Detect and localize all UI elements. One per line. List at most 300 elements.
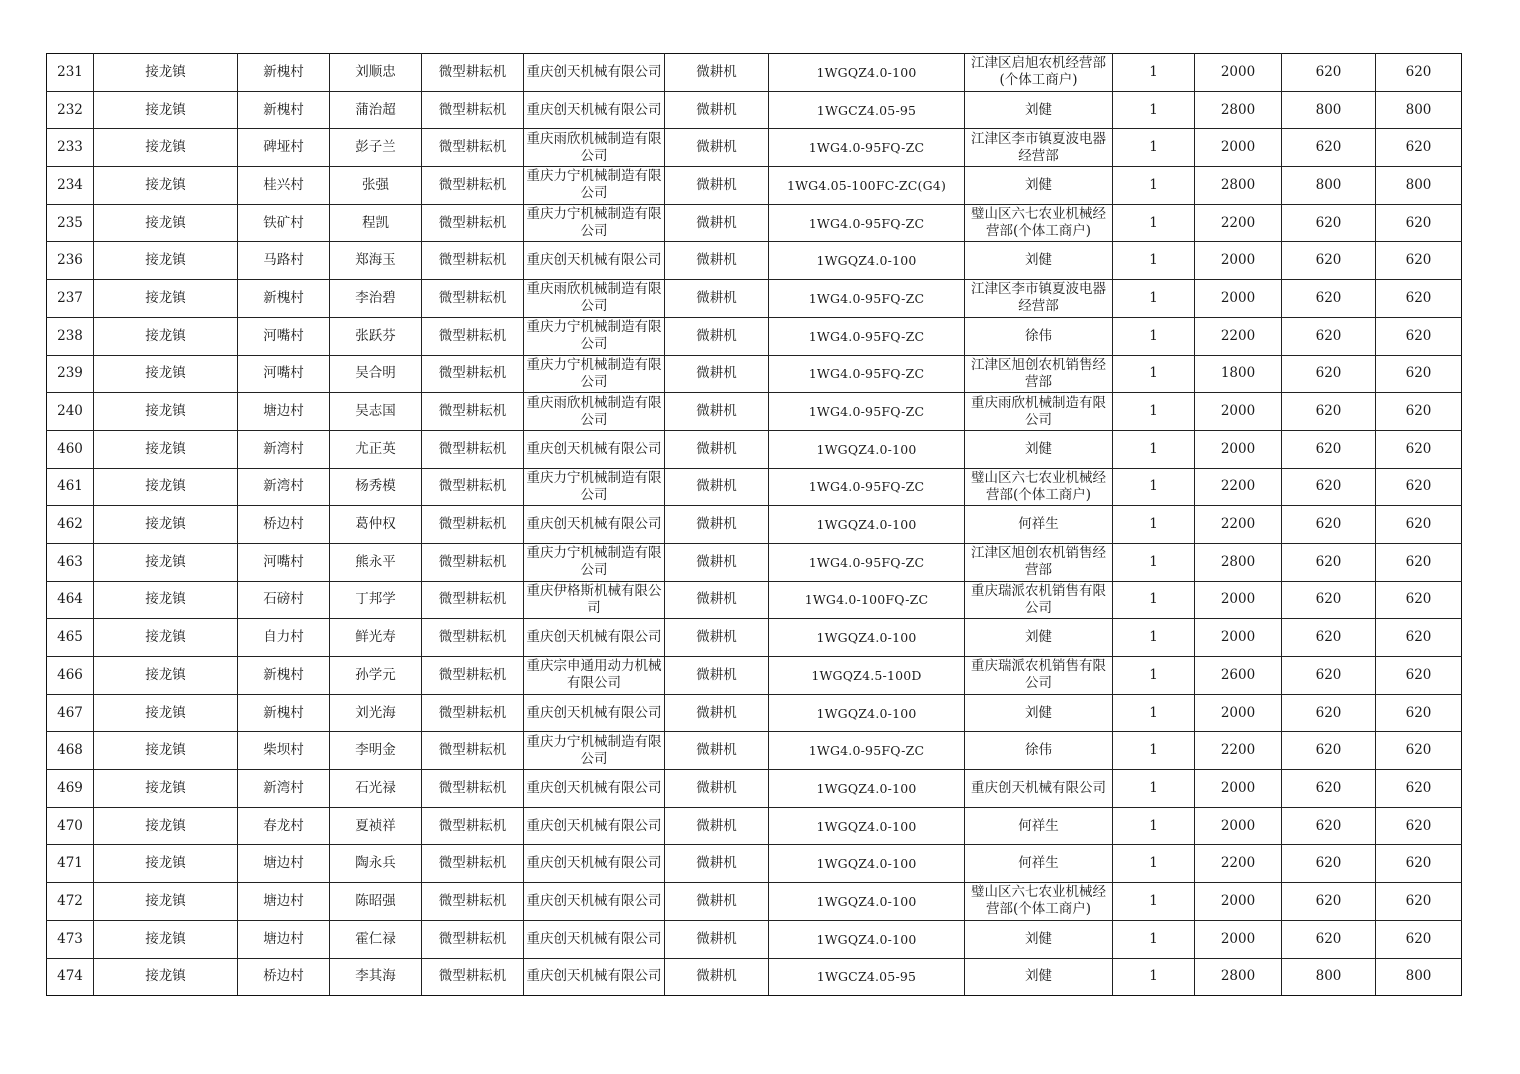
town-cell: 接龙镇 [94, 54, 238, 92]
farmer-name-cell: 程凯 [330, 204, 422, 242]
table-row [47, 619, 1462, 657]
sale-price-cell: 2000 [1195, 129, 1282, 167]
model-number-cell: 1WGQZ4.0-100 [769, 506, 965, 544]
machine-type-cell: 微耕机 [665, 280, 769, 318]
subsidy-amount-cell: 620 [1282, 920, 1376, 958]
farmer-name-cell: 张跃芬 [330, 317, 422, 355]
manufacturer-cell: 重庆伊格斯机械有限公司 [524, 581, 665, 619]
town-cell: 接龙镇 [94, 883, 238, 921]
machine-type-cell: 微耕机 [665, 694, 769, 732]
sale-price-cell: 2800 [1195, 167, 1282, 205]
model-number-cell: 1WG4.0-95FQ-ZC [769, 317, 965, 355]
sale-price-cell: 2800 [1195, 958, 1282, 996]
machine-type-cell: 微耕机 [665, 732, 769, 770]
manufacturer-cell: 重庆力宁机械制造有限公司 [524, 167, 665, 205]
dealer-cell: 江津区旭创农机销售经营部 [965, 543, 1113, 581]
table-row [47, 91, 1462, 129]
manufacturer-cell: 重庆雨欣机械制造有限公司 [524, 393, 665, 431]
total-subsidy-cell: 800 [1376, 958, 1462, 996]
subsidy-amount-cell: 620 [1282, 355, 1376, 393]
quantity-cell: 1 [1113, 204, 1195, 242]
village-cell: 河嘴村 [238, 543, 330, 581]
machine-category-cell: 微型耕耘机 [422, 807, 524, 845]
sale-price-cell: 2000 [1195, 242, 1282, 280]
machine-category-cell: 微型耕耘机 [422, 280, 524, 318]
farmer-name-cell: 石光禄 [330, 770, 422, 808]
model-number-cell: 1WG4.0-95FQ-ZC [769, 543, 965, 581]
village-cell: 塘边村 [238, 393, 330, 431]
village-cell: 桥边村 [238, 958, 330, 996]
machine-type-cell: 微耕机 [665, 581, 769, 619]
subsidy-amount-cell: 620 [1282, 506, 1376, 544]
total-subsidy-cell: 620 [1376, 355, 1462, 393]
farmer-name-cell: 蒲治超 [330, 91, 422, 129]
quantity-cell: 1 [1113, 167, 1195, 205]
row-number-cell: 240 [47, 393, 94, 431]
sale-price-cell: 2000 [1195, 694, 1282, 732]
town-cell: 接龙镇 [94, 920, 238, 958]
machine-category-cell: 微型耕耘机 [422, 506, 524, 544]
dealer-cell: 江津区李市镇夏波电器经营部 [965, 280, 1113, 318]
machine-category-cell: 微型耕耘机 [422, 732, 524, 770]
sale-price-cell: 2200 [1195, 468, 1282, 506]
manufacturer-cell: 重庆创天机械有限公司 [524, 883, 665, 921]
total-subsidy-cell: 620 [1376, 543, 1462, 581]
model-number-cell: 1WGQZ4.0-100 [769, 430, 965, 468]
subsidy-amount-cell: 620 [1282, 468, 1376, 506]
dealer-cell: 刘健 [965, 167, 1113, 205]
total-subsidy-cell: 800 [1376, 167, 1462, 205]
machine-category-cell: 微型耕耘机 [422, 204, 524, 242]
sale-price-cell: 2000 [1195, 393, 1282, 431]
manufacturer-cell: 重庆创天机械有限公司 [524, 91, 665, 129]
farmer-name-cell: 孙学元 [330, 657, 422, 695]
machine-type-cell: 微耕机 [665, 167, 769, 205]
total-subsidy-cell: 620 [1376, 506, 1462, 544]
machine-type-cell: 微耕机 [665, 91, 769, 129]
table-row [47, 543, 1462, 581]
total-subsidy-cell: 620 [1376, 920, 1462, 958]
table-row [47, 167, 1462, 205]
table-row [47, 883, 1462, 921]
machine-type-cell: 微耕机 [665, 468, 769, 506]
quantity-cell: 1 [1113, 91, 1195, 129]
subsidy-amount-cell: 800 [1282, 167, 1376, 205]
machine-category-cell: 微型耕耘机 [422, 619, 524, 657]
total-subsidy-cell: 620 [1376, 468, 1462, 506]
quantity-cell: 1 [1113, 54, 1195, 92]
town-cell: 接龙镇 [94, 657, 238, 695]
machine-category-cell: 微型耕耘机 [422, 958, 524, 996]
quantity-cell: 1 [1113, 807, 1195, 845]
table-row [47, 732, 1462, 770]
farmer-name-cell: 鲜光寿 [330, 619, 422, 657]
subsidy-amount-cell: 800 [1282, 958, 1376, 996]
total-subsidy-cell: 620 [1376, 430, 1462, 468]
farmer-name-cell: 陶永兵 [330, 845, 422, 883]
village-cell: 马路村 [238, 242, 330, 280]
sale-price-cell: 2800 [1195, 543, 1282, 581]
quantity-cell: 1 [1113, 883, 1195, 921]
sale-price-cell: 2200 [1195, 845, 1282, 883]
table-row [47, 657, 1462, 695]
model-number-cell: 1WG4.0-95FQ-ZC [769, 280, 965, 318]
manufacturer-cell: 重庆力宁机械制造有限公司 [524, 543, 665, 581]
machine-type-cell: 微耕机 [665, 430, 769, 468]
dealer-cell: 重庆瑞派农机销售有限公司 [965, 657, 1113, 695]
village-cell: 新湾村 [238, 770, 330, 808]
subsidy-amount-cell: 620 [1282, 204, 1376, 242]
dealer-cell: 徐伟 [965, 732, 1113, 770]
town-cell: 接龙镇 [94, 129, 238, 167]
quantity-cell: 1 [1113, 242, 1195, 280]
subsidy-table [46, 53, 1462, 996]
machine-type-cell: 微耕机 [665, 242, 769, 280]
manufacturer-cell: 重庆创天机械有限公司 [524, 242, 665, 280]
village-cell: 塘边村 [238, 845, 330, 883]
machine-type-cell: 微耕机 [665, 393, 769, 431]
dealer-cell: 刘健 [965, 920, 1113, 958]
village-cell: 新槐村 [238, 657, 330, 695]
row-number-cell: 238 [47, 317, 94, 355]
quantity-cell: 1 [1113, 506, 1195, 544]
town-cell: 接龙镇 [94, 958, 238, 996]
table-row [47, 393, 1462, 431]
row-number-cell: 236 [47, 242, 94, 280]
quantity-cell: 1 [1113, 430, 1195, 468]
row-number-cell: 463 [47, 543, 94, 581]
model-number-cell: 1WGQZ4.0-100 [769, 619, 965, 657]
row-number-cell: 235 [47, 204, 94, 242]
machine-type-cell: 微耕机 [665, 845, 769, 883]
manufacturer-cell: 重庆创天机械有限公司 [524, 958, 665, 996]
total-subsidy-cell: 620 [1376, 317, 1462, 355]
table-row [47, 355, 1462, 393]
sale-price-cell: 2000 [1195, 430, 1282, 468]
sale-price-cell: 2800 [1195, 91, 1282, 129]
town-cell: 接龙镇 [94, 807, 238, 845]
machine-type-cell: 微耕机 [665, 506, 769, 544]
quantity-cell: 1 [1113, 770, 1195, 808]
farmer-name-cell: 杨秀模 [330, 468, 422, 506]
machine-category-cell: 微型耕耘机 [422, 91, 524, 129]
total-subsidy-cell: 620 [1376, 280, 1462, 318]
machine-category-cell: 微型耕耘机 [422, 355, 524, 393]
row-number-cell: 234 [47, 167, 94, 205]
manufacturer-cell: 重庆雨欣机械制造有限公司 [524, 129, 665, 167]
model-number-cell: 1WGQZ4.5-100D [769, 657, 965, 695]
model-number-cell: 1WGQZ4.0-100 [769, 883, 965, 921]
row-number-cell: 231 [47, 54, 94, 92]
dealer-cell: 江津区李市镇夏波电器经营部 [965, 129, 1113, 167]
town-cell: 接龙镇 [94, 770, 238, 808]
farmer-name-cell: 刘光海 [330, 694, 422, 732]
model-number-cell: 1WGQZ4.0-100 [769, 242, 965, 280]
row-number-cell: 232 [47, 91, 94, 129]
table-row [47, 920, 1462, 958]
row-number-cell: 460 [47, 430, 94, 468]
quantity-cell: 1 [1113, 317, 1195, 355]
quantity-cell: 1 [1113, 845, 1195, 883]
town-cell: 接龙镇 [94, 91, 238, 129]
total-subsidy-cell: 620 [1376, 770, 1462, 808]
row-number-cell: 473 [47, 920, 94, 958]
model-number-cell: 1WG4.0-95FQ-ZC [769, 129, 965, 167]
row-number-cell: 466 [47, 657, 94, 695]
sale-price-cell: 2000 [1195, 920, 1282, 958]
subsidy-amount-cell: 620 [1282, 129, 1376, 167]
total-subsidy-cell: 620 [1376, 54, 1462, 92]
farmer-name-cell: 丁邦学 [330, 581, 422, 619]
table-row [47, 581, 1462, 619]
town-cell: 接龙镇 [94, 355, 238, 393]
village-cell: 桂兴村 [238, 167, 330, 205]
dealer-cell: 璧山区六七农业机械经营部(个体工商户) [965, 883, 1113, 921]
sale-price-cell: 1800 [1195, 355, 1282, 393]
machine-type-cell: 微耕机 [665, 958, 769, 996]
town-cell: 接龙镇 [94, 204, 238, 242]
village-cell: 新槐村 [238, 694, 330, 732]
table-row [47, 807, 1462, 845]
row-number-cell: 237 [47, 280, 94, 318]
model-number-cell: 1WG4.0-95FQ-ZC [769, 355, 965, 393]
total-subsidy-cell: 620 [1376, 807, 1462, 845]
manufacturer-cell: 重庆力宁机械制造有限公司 [524, 317, 665, 355]
farmer-name-cell: 葛仲权 [330, 506, 422, 544]
machine-category-cell: 微型耕耘机 [422, 920, 524, 958]
model-number-cell: 1WGQZ4.0-100 [769, 807, 965, 845]
table-body [47, 54, 1462, 996]
dealer-cell: 重庆创天机械有限公司 [965, 770, 1113, 808]
dealer-cell: 刘健 [965, 619, 1113, 657]
dealer-cell: 何祥生 [965, 807, 1113, 845]
village-cell: 新槐村 [238, 91, 330, 129]
machine-category-cell: 微型耕耘机 [422, 54, 524, 92]
town-cell: 接龙镇 [94, 468, 238, 506]
table-row [47, 694, 1462, 732]
quantity-cell: 1 [1113, 958, 1195, 996]
total-subsidy-cell: 620 [1376, 883, 1462, 921]
manufacturer-cell: 重庆创天机械有限公司 [524, 845, 665, 883]
machine-type-cell: 微耕机 [665, 129, 769, 167]
subsidy-amount-cell: 620 [1282, 807, 1376, 845]
quantity-cell: 1 [1113, 581, 1195, 619]
sale-price-cell: 2000 [1195, 807, 1282, 845]
total-subsidy-cell: 620 [1376, 845, 1462, 883]
model-number-cell: 1WGCZ4.05-95 [769, 958, 965, 996]
machine-category-cell: 微型耕耘机 [422, 317, 524, 355]
row-number-cell: 468 [47, 732, 94, 770]
quantity-cell: 1 [1113, 129, 1195, 167]
village-cell: 新湾村 [238, 468, 330, 506]
dealer-cell: 何祥生 [965, 845, 1113, 883]
town-cell: 接龙镇 [94, 242, 238, 280]
row-number-cell: 465 [47, 619, 94, 657]
total-subsidy-cell: 620 [1376, 393, 1462, 431]
village-cell: 碑垭村 [238, 129, 330, 167]
subsidy-amount-cell: 620 [1282, 770, 1376, 808]
town-cell: 接龙镇 [94, 317, 238, 355]
machine-type-cell: 微耕机 [665, 883, 769, 921]
machine-type-cell: 微耕机 [665, 54, 769, 92]
model-number-cell: 1WG4.0-95FQ-ZC [769, 204, 965, 242]
quantity-cell: 1 [1113, 393, 1195, 431]
model-number-cell: 1WG4.0-100FQ-ZC [769, 581, 965, 619]
table-row [47, 242, 1462, 280]
manufacturer-cell: 重庆创天机械有限公司 [524, 920, 665, 958]
table-row [47, 430, 1462, 468]
table-row [47, 845, 1462, 883]
town-cell: 接龙镇 [94, 581, 238, 619]
village-cell: 河嘴村 [238, 355, 330, 393]
machine-type-cell: 微耕机 [665, 317, 769, 355]
manufacturer-cell: 重庆创天机械有限公司 [524, 807, 665, 845]
machine-type-cell: 微耕机 [665, 770, 769, 808]
quantity-cell: 1 [1113, 694, 1195, 732]
machine-category-cell: 微型耕耘机 [422, 845, 524, 883]
village-cell: 春龙村 [238, 807, 330, 845]
row-number-cell: 239 [47, 355, 94, 393]
total-subsidy-cell: 620 [1376, 242, 1462, 280]
town-cell: 接龙镇 [94, 280, 238, 318]
dealer-cell: 徐伟 [965, 317, 1113, 355]
village-cell: 新湾村 [238, 430, 330, 468]
subsidy-amount-cell: 620 [1282, 543, 1376, 581]
sale-price-cell: 2000 [1195, 883, 1282, 921]
sale-price-cell: 2200 [1195, 506, 1282, 544]
town-cell: 接龙镇 [94, 430, 238, 468]
manufacturer-cell: 重庆力宁机械制造有限公司 [524, 204, 665, 242]
sale-price-cell: 2000 [1195, 619, 1282, 657]
model-number-cell: 1WGQZ4.0-100 [769, 770, 965, 808]
row-number-cell: 472 [47, 883, 94, 921]
machine-category-cell: 微型耕耘机 [422, 543, 524, 581]
row-number-cell: 474 [47, 958, 94, 996]
machine-category-cell: 微型耕耘机 [422, 883, 524, 921]
subsidy-amount-cell: 620 [1282, 317, 1376, 355]
machine-category-cell: 微型耕耘机 [422, 468, 524, 506]
quantity-cell: 1 [1113, 355, 1195, 393]
village-cell: 桥边村 [238, 506, 330, 544]
subsidy-amount-cell: 620 [1282, 581, 1376, 619]
sale-price-cell: 2200 [1195, 732, 1282, 770]
town-cell: 接龙镇 [94, 543, 238, 581]
manufacturer-cell: 重庆力宁机械制造有限公司 [524, 468, 665, 506]
manufacturer-cell: 重庆创天机械有限公司 [524, 506, 665, 544]
row-number-cell: 471 [47, 845, 94, 883]
farmer-name-cell: 陈昭强 [330, 883, 422, 921]
manufacturer-cell: 重庆雨欣机械制造有限公司 [524, 280, 665, 318]
farmer-name-cell: 霍仁禄 [330, 920, 422, 958]
village-cell: 新槐村 [238, 54, 330, 92]
machine-category-cell: 微型耕耘机 [422, 242, 524, 280]
subsidy-amount-cell: 620 [1282, 883, 1376, 921]
row-number-cell: 233 [47, 129, 94, 167]
dealer-cell: 江津区启旭农机经营部(个体工商户) [965, 54, 1113, 92]
machine-category-cell: 微型耕耘机 [422, 430, 524, 468]
machine-type-cell: 微耕机 [665, 543, 769, 581]
table-row [47, 958, 1462, 996]
subsidy-amount-cell: 620 [1282, 619, 1376, 657]
model-number-cell: 1WG4.0-95FQ-ZC [769, 732, 965, 770]
dealer-cell: 刘健 [965, 430, 1113, 468]
subsidy-amount-cell: 620 [1282, 280, 1376, 318]
dealer-cell: 江津区旭创农机销售经营部 [965, 355, 1113, 393]
row-number-cell: 462 [47, 506, 94, 544]
farmer-name-cell: 李治碧 [330, 280, 422, 318]
town-cell: 接龙镇 [94, 732, 238, 770]
machine-category-cell: 微型耕耘机 [422, 167, 524, 205]
manufacturer-cell: 重庆创天机械有限公司 [524, 430, 665, 468]
subsidy-amount-cell: 620 [1282, 430, 1376, 468]
row-number-cell: 469 [47, 770, 94, 808]
dealer-cell: 璧山区六七农业机械经营部(个体工商户) [965, 468, 1113, 506]
village-cell: 新槐村 [238, 280, 330, 318]
model-number-cell: 1WGCZ4.05-95 [769, 91, 965, 129]
subsidy-amount-cell: 800 [1282, 91, 1376, 129]
total-subsidy-cell: 620 [1376, 581, 1462, 619]
sale-price-cell: 2200 [1195, 317, 1282, 355]
dealer-cell: 重庆雨欣机械制造有限公司 [965, 393, 1113, 431]
farmer-name-cell: 郑海玉 [330, 242, 422, 280]
model-number-cell: 1WG4.05-100FC-ZC(G4) [769, 167, 965, 205]
sale-price-cell: 2000 [1195, 581, 1282, 619]
quantity-cell: 1 [1113, 732, 1195, 770]
town-cell: 接龙镇 [94, 694, 238, 732]
total-subsidy-cell: 620 [1376, 204, 1462, 242]
row-number-cell: 467 [47, 694, 94, 732]
subsidy-amount-cell: 620 [1282, 54, 1376, 92]
machine-category-cell: 微型耕耘机 [422, 581, 524, 619]
manufacturer-cell: 重庆创天机械有限公司 [524, 770, 665, 808]
sale-price-cell: 2000 [1195, 280, 1282, 318]
model-number-cell: 1WGQZ4.0-100 [769, 54, 965, 92]
farmer-name-cell: 尤正英 [330, 430, 422, 468]
farmer-name-cell: 李明金 [330, 732, 422, 770]
town-cell: 接龙镇 [94, 845, 238, 883]
village-cell: 河嘴村 [238, 317, 330, 355]
machine-type-cell: 微耕机 [665, 355, 769, 393]
quantity-cell: 1 [1113, 619, 1195, 657]
machine-type-cell: 微耕机 [665, 619, 769, 657]
subsidy-amount-cell: 620 [1282, 657, 1376, 695]
farmer-name-cell: 夏祯祥 [330, 807, 422, 845]
farmer-name-cell: 张强 [330, 167, 422, 205]
subsidy-amount-cell: 620 [1282, 694, 1376, 732]
village-cell: 自力村 [238, 619, 330, 657]
farmer-name-cell: 李其海 [330, 958, 422, 996]
manufacturer-cell: 重庆宗申通用动力机械有限公司 [524, 657, 665, 695]
table-row [47, 280, 1462, 318]
subsidy-amount-cell: 620 [1282, 393, 1376, 431]
row-number-cell: 464 [47, 581, 94, 619]
farmer-name-cell: 吴合明 [330, 355, 422, 393]
village-cell: 石磅村 [238, 581, 330, 619]
town-cell: 接龙镇 [94, 506, 238, 544]
table-row [47, 204, 1462, 242]
quantity-cell: 1 [1113, 280, 1195, 318]
dealer-cell: 刘健 [965, 91, 1113, 129]
machine-type-cell: 微耕机 [665, 204, 769, 242]
subsidy-amount-cell: 620 [1282, 732, 1376, 770]
manufacturer-cell: 重庆创天机械有限公司 [524, 694, 665, 732]
total-subsidy-cell: 620 [1376, 694, 1462, 732]
machine-category-cell: 微型耕耘机 [422, 393, 524, 431]
village-cell: 塘边村 [238, 920, 330, 958]
subsidy-amount-cell: 620 [1282, 242, 1376, 280]
model-number-cell: 1WGQZ4.0-100 [769, 845, 965, 883]
subsidy-amount-cell: 620 [1282, 845, 1376, 883]
